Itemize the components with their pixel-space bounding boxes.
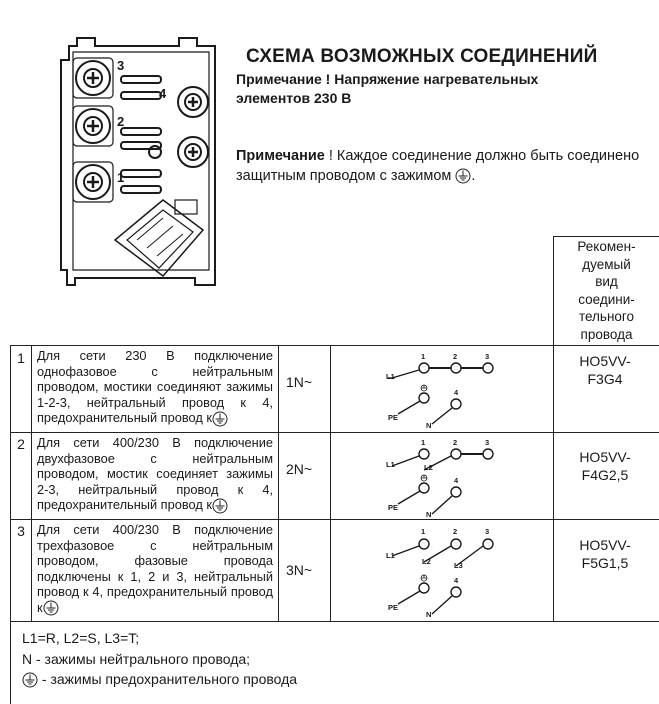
terminal-block-diagram — [55, 30, 225, 295]
wire-label: L3 — [454, 561, 463, 570]
wiring-diagram-2 — [380, 434, 510, 518]
connection-code: 2N~ — [286, 461, 313, 477]
rec-header-line: дуемый — [582, 256, 631, 272]
wire-label: PE — [388, 603, 399, 612]
term-label: 1 — [421, 527, 426, 536]
cable-type-line: F3G4 — [587, 371, 623, 387]
term-label: 4 — [454, 388, 459, 397]
term-label: 2 — [453, 438, 458, 447]
row-description — [37, 522, 273, 616]
wiring-diagram-3 — [380, 522, 510, 618]
cable-type — [555, 352, 655, 388]
ground-icon — [212, 411, 228, 427]
cable-type-line: HO5VV- — [579, 537, 631, 553]
term-label: 4 — [454, 476, 459, 485]
ground-icon — [22, 672, 38, 688]
wire-label: L1 — [386, 460, 395, 469]
row-number: 1 — [17, 350, 25, 366]
wire-label: L2 — [422, 557, 431, 566]
cable-type-line: F4G2,5 — [581, 467, 629, 483]
ground-note-text: ! Каждое соединение должно быть соединено защитным проводом с зажимом — [236, 148, 640, 184]
term-label: 1 — [421, 352, 426, 361]
terminal-label-4: 4 — [159, 86, 167, 101]
wire-label: PE — [388, 413, 399, 422]
cable-type-line: HO5VV- — [579, 353, 631, 369]
legend-neutral: N - зажимы нейтрального провода; — [22, 651, 251, 667]
ground-note-label: Примечание — [236, 148, 325, 164]
rec-header-line: вид — [595, 274, 618, 290]
cable-type-line: HO5VV- — [579, 449, 631, 465]
terminal-label-1: 1 — [117, 170, 125, 185]
term-label: 1 — [421, 438, 426, 447]
row-description-text: Для сети 400/230 В подключение трехфазовое с нейтральным проводом, фазовые провода подключены к 1, 2 и 3, нейтральный провод к 4, предохранительный провод к — [37, 522, 273, 615]
terminal-label-2: 2 — [117, 114, 125, 129]
ground-note — [236, 146, 646, 186]
table-line — [31, 345, 32, 621]
ground-icon — [212, 498, 228, 514]
term-label: 3 — [485, 438, 490, 447]
row-number: 3 — [17, 523, 25, 539]
rec-header-line: Рекомен- — [577, 239, 636, 254]
cable-type-line: F5G1,5 — [581, 555, 629, 571]
table-line — [278, 345, 279, 621]
wire-label: PE — [388, 503, 399, 512]
term-label: 2 — [453, 527, 458, 536]
row-number: 2 — [17, 436, 25, 452]
wire-label: N — [426, 421, 432, 430]
rec-header — [554, 238, 659, 344]
rec-header-line: тельного — [578, 309, 635, 325]
ground-icon — [455, 168, 471, 184]
cable-type — [555, 448, 655, 484]
connection-code: 1N~ — [286, 374, 313, 390]
row-description — [37, 348, 273, 427]
table-line — [330, 345, 331, 621]
term-label: 3 — [485, 527, 490, 536]
row-description-text: Для сети 230 В подключение однофазовое с нейтральным проводом, мостики соединяют зажимы 1-2-3, нейтральный провод к 4, предохранительный провод к — [37, 348, 273, 425]
table-line — [10, 345, 11, 704]
wire-label: N — [426, 610, 432, 618]
rec-header-line: провода — [580, 326, 633, 342]
row-description — [37, 435, 273, 514]
row-description-text: Для сети 400/230 В подключение двухфазовое с нейтральным проводом, мостик соединяет зажимы 2-3, нейтральный провод к 4, предохранительный провод к — [37, 435, 273, 512]
cable-type — [555, 536, 655, 572]
wire-label: L2 — [424, 463, 433, 472]
wire-label: L1 — [386, 372, 395, 381]
ground-note-end: . — [471, 168, 476, 184]
rec-header-line: соедини- — [578, 291, 635, 307]
legend-ground — [22, 671, 297, 688]
table-line — [10, 621, 659, 622]
legend-ground-text: - зажимы предохранительного провода — [38, 671, 298, 687]
connection-code: 3N~ — [286, 562, 313, 578]
table-line — [10, 519, 659, 520]
table-line — [10, 345, 659, 346]
table-line — [10, 432, 659, 433]
wire-label: N — [426, 510, 432, 518]
terminal-label-3: 3 — [117, 58, 125, 73]
legend-phases: L1=R, L2=S, L3=T; — [22, 630, 140, 646]
term-label: 2 — [453, 352, 458, 361]
ground-icon — [43, 600, 59, 616]
page-title: СХЕМА ВОЗМОЖНЫХ СОЕДИНЕНИЙ — [246, 46, 598, 67]
table-top-line — [553, 236, 659, 237]
term-label: 3 — [485, 352, 490, 361]
wiring-diagram-1 — [380, 348, 510, 430]
term-label: 4 — [454, 576, 459, 585]
wire-label: L1 — [386, 551, 395, 560]
voltage-note: Примечание ! Напряжение нагревательных элементов 230 В — [236, 71, 539, 106]
